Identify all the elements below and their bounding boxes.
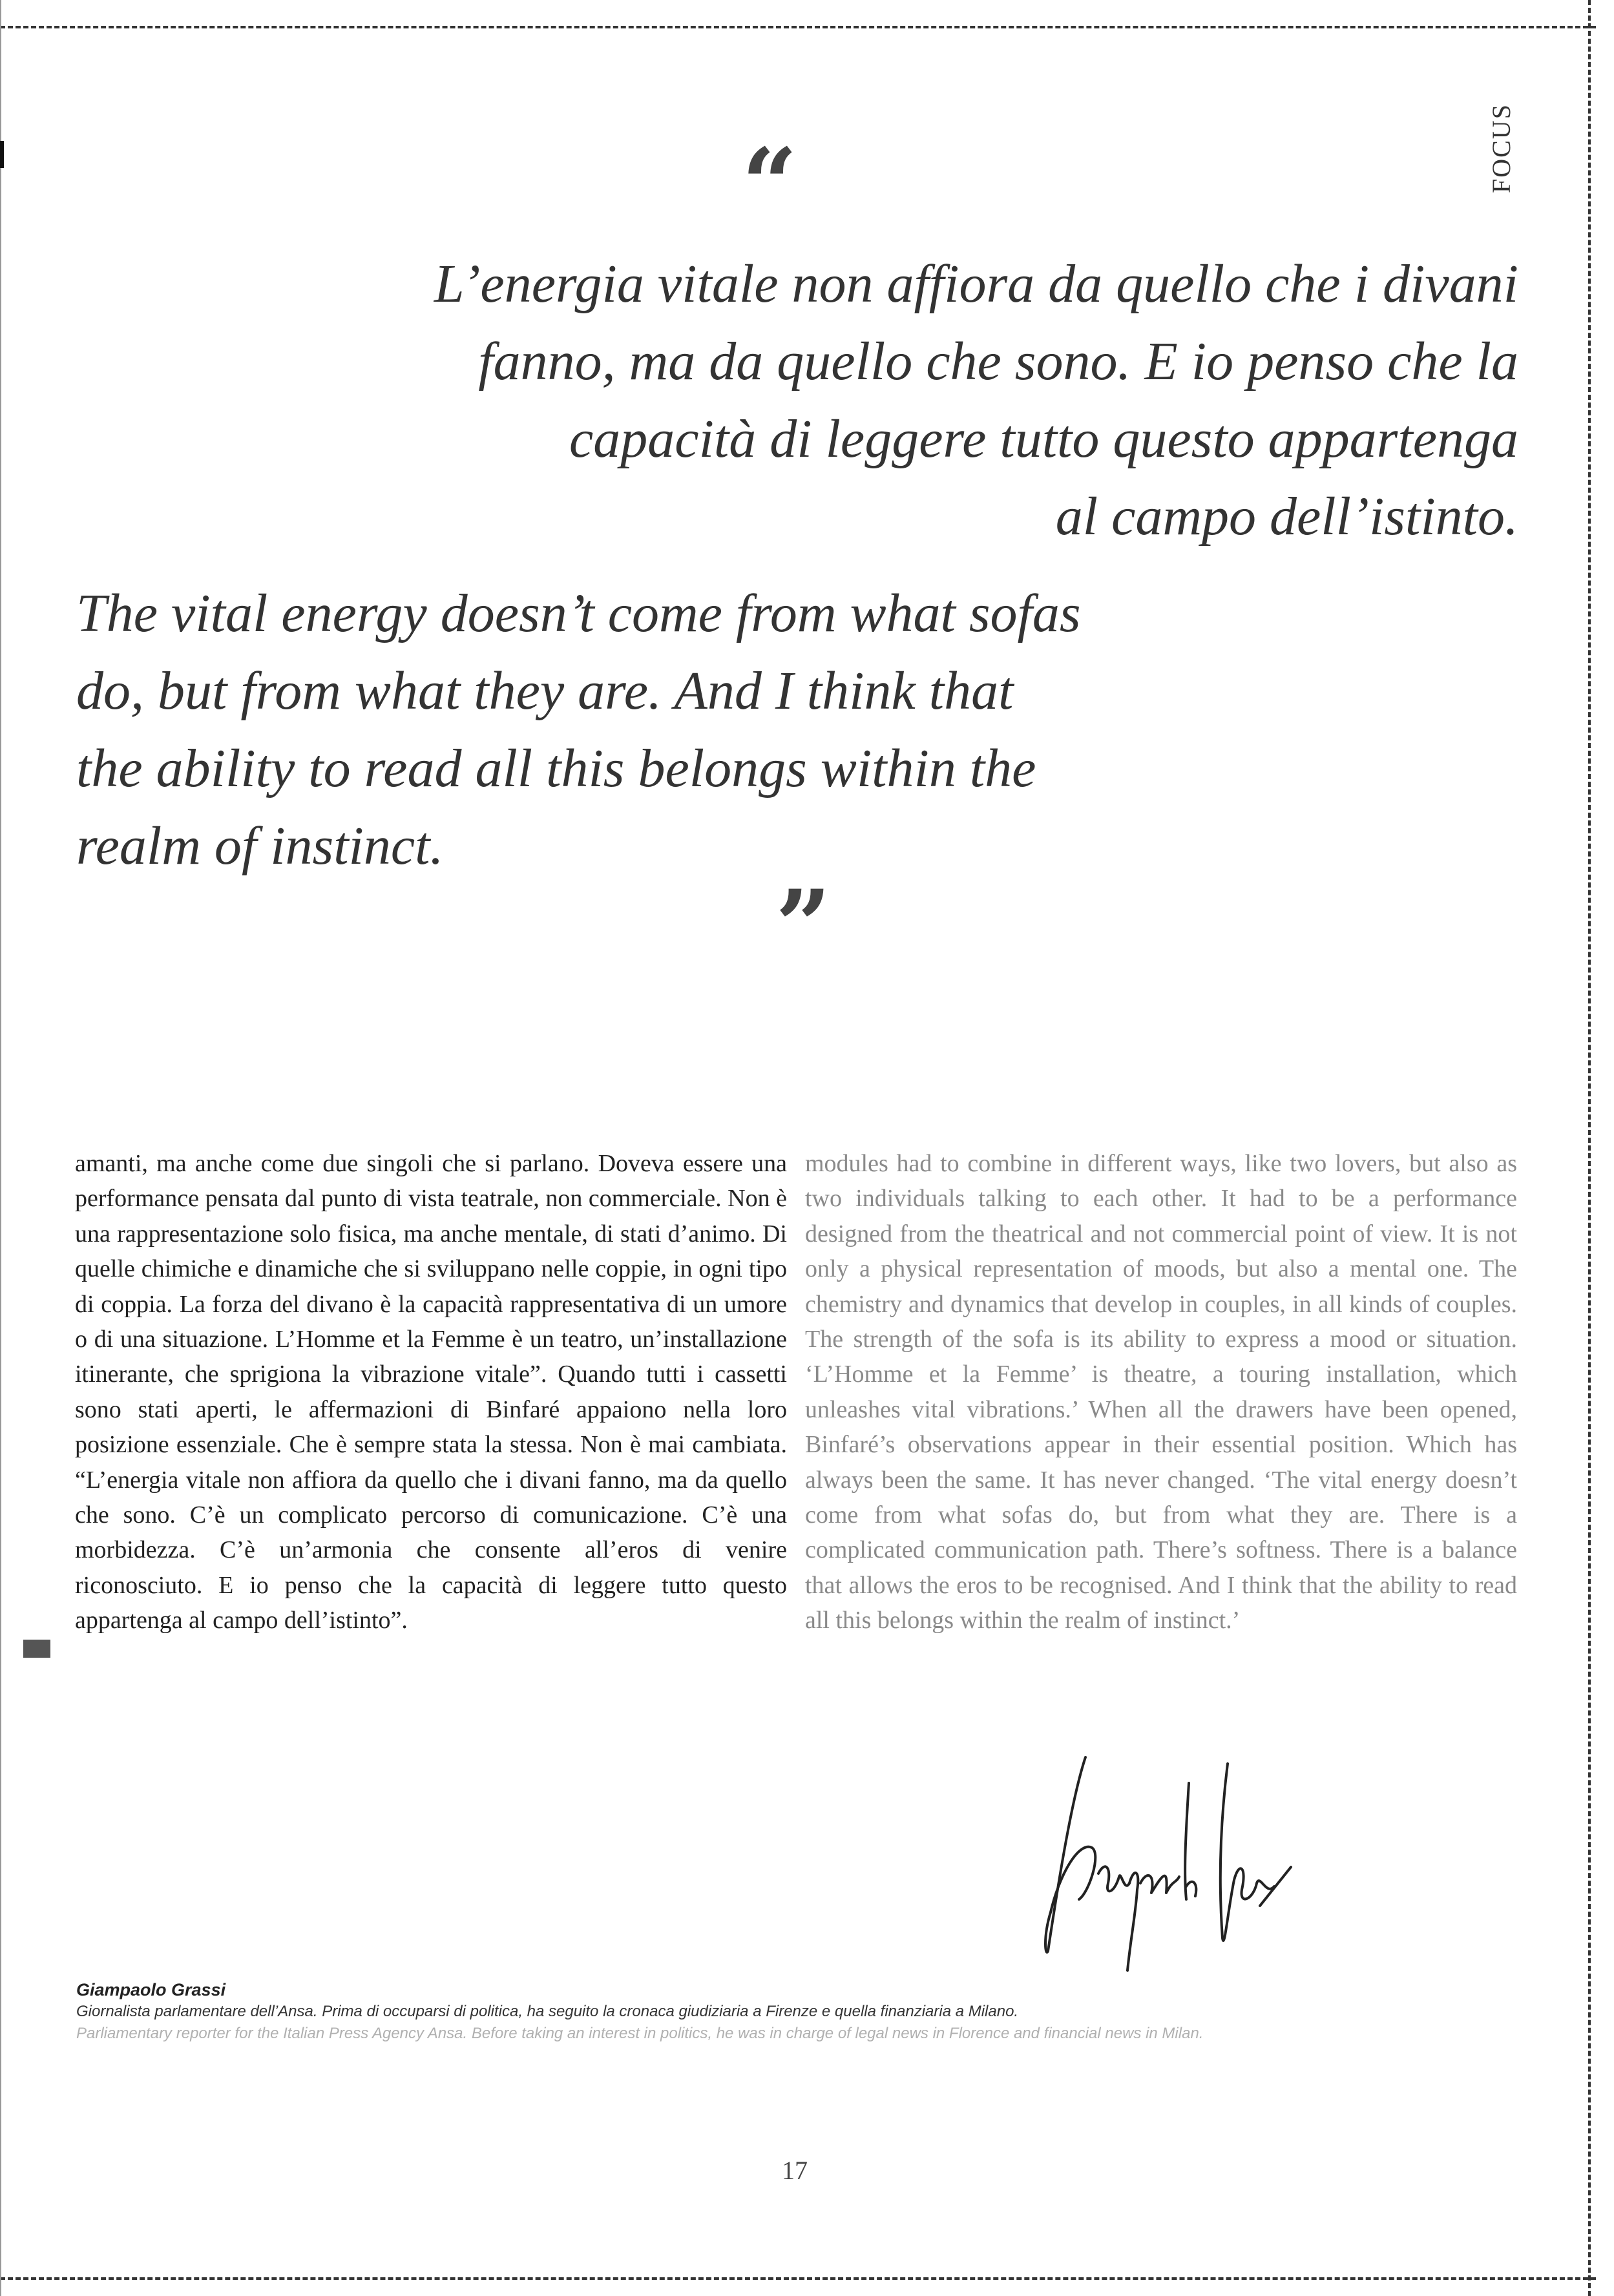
- pull-quote-italian-line: L’energia vitale non affiora da quello che i divani: [434, 254, 1518, 314]
- pull-quote-italian: [181, 245, 1518, 556]
- registration-mark: [0, 141, 4, 168]
- author-bio: [76, 1980, 1562, 2043]
- pull-quote-english-line: realm of instinct.: [76, 816, 444, 876]
- pull-quote-english-line: The vital energy doesn’t come from what sofas: [76, 583, 1081, 643]
- author-bio-italian: Giornalista parlamentare dell’Ansa. Prima di occuparsi di politica, ha seguito la cronaca giudiziaria a Firenze e quella finanziaria a Milano.: [76, 2003, 1019, 2020]
- pull-quote-english-line: do, but from what they are. And I think that: [76, 661, 1014, 721]
- pull-quote-italian-line: fanno, ma da quello che sono. E io penso che la: [478, 331, 1518, 391]
- section-label: FOCUS: [1487, 103, 1516, 194]
- page-number: 17: [782, 2156, 808, 2185]
- author-bio-english: Parliamentary reporter for the Italian Press Agency Ansa. Before taking an interest in politics, he was in charge of legal news in Florence and financial news in Milan.: [76, 2025, 1204, 2042]
- pull-quote-english: [76, 575, 1368, 885]
- author-signature-image: [1034, 1744, 1305, 1977]
- body-column-english: modules had to combine in different ways, like two lovers, but also as two individuals talking to each other. It had to be a performance designed from the theatrical and not commercial point of view. It is not only a physical representation of moods, but also a mental one. The chemistry and dynamics that develop in couples, in all kinds of couples. The strength of the sofa is its ability to express a mood or situation. ‘L’Homme et la Femme’ is theatre, a touring installation, which unleashes vital vibrations.’ When all the drawers have been opened, Binfaré’s observations appear in their essential position. Which has always been the same. It has never changed. ‘The vital energy doesn’t come from what sofas do, but from what they are. There is a complicated communication path. There’s softness. There is a balance that allows the eros to be recognised. And I think that the ability to read all this belongs within the realm of instinct.’: [805, 1150, 1517, 1634]
- pull-quote-italian-line: al campo dell’istinto.: [1055, 486, 1518, 547]
- open-quote-mark: “: [742, 127, 798, 241]
- body-column-italian: amanti, ma anche come due singoli che si parlano. Doveva essere una performance pensata dal punto di vista teatrale, non commerciale. Non è una rappresentazione solo fisica, ma anche mentale, di stati d’animo. Di quelle chimiche e dinamiche che si sviluppano nelle coppie, in ogni tipo di coppia. La forza del divano è la capacità rappresentativa di un umore o di una situazione. L’Homme et la Femme è un teatro, un’installazione itinerante, che sprigiona la vibrazione vitale”. Quando tutti i cassetti sono stati aperti, le affermazioni di Binfaré appaiono nella loro posizione essenziale. Che è sempre stata la stessa. Non è mai cambiata. “L’energia vitale non affiora da quello che i divani fanno, ma da quello che sono. C’è un complicato percorso di comunicazione. C’è una morbidezza. C’è un’armonia che consente all’eros di venire riconosciuto. E io penso che la capacità di leggere tutto questo appartenga al campo dell’istinto”.: [75, 1150, 787, 1634]
- pull-quote-english-line: the ability to read all this belongs within the: [76, 738, 1036, 798]
- crop-border-right: [1588, 0, 1591, 2296]
- crop-border-left: [0, 0, 1, 2296]
- crop-border-bottom: [0, 2277, 1596, 2280]
- close-quote-mark: ”: [775, 869, 832, 983]
- crop-border-top: [0, 26, 1596, 28]
- author-name: Giampaolo Grassi: [76, 1980, 226, 1999]
- pull-quote-italian-line: capacità di leggere tutto questo appartenga: [569, 409, 1518, 469]
- print-artifact-mark: [23, 1640, 50, 1658]
